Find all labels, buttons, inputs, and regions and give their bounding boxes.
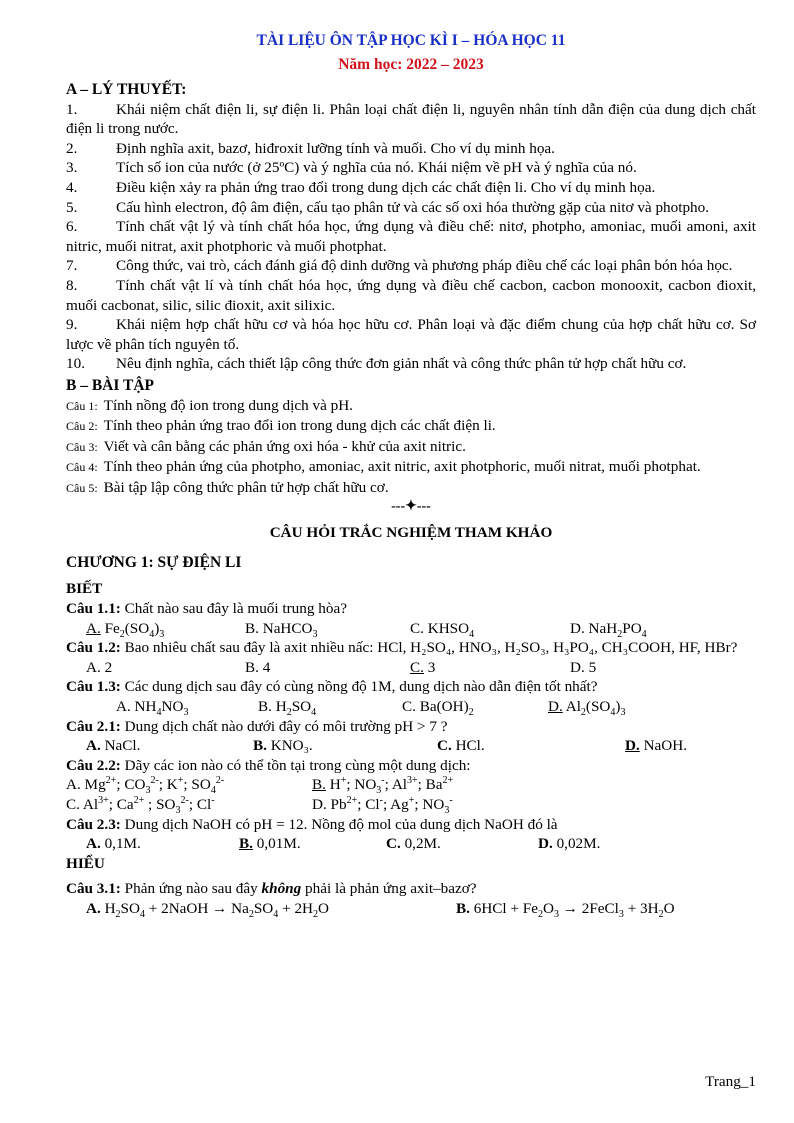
theory-item: 6. Tính chất vật lý và tính chất hóa học, ứng dụng và điều chế: nitơ, photpho, amoniac, muối amoni, axit nitric, muối nitrat, axit photphoric và muối photphat.: [66, 218, 756, 255]
option-d: D. 0,02M.: [538, 835, 601, 853]
theory-item: 5. Cấu hình electron, độ âm điện, cấu tạo phân tử và các số oxi hóa thường gặp của nitơ và photpho.: [66, 198, 710, 216]
option-a: A. 2: [86, 658, 113, 676]
theory-item: 10. Nêu định nghĩa, cách thiết lập công thức đơn giản nhất và công thức phân tử hợp chất hữu cơ.: [66, 355, 687, 373]
option-b: B. $6HCl + Fe_2O_3$ → 2FeCl$_3$ + $3H_2O$: [456, 899, 675, 920]
chapter-title: CHƯƠNG 1: SỰ ĐIỆN LI: [66, 554, 242, 572]
question-3-1-options: [66, 899, 756, 919]
question-2-1-options: [66, 736, 756, 756]
option-a: A. 0,1M.: [86, 835, 141, 853]
question-2-2: Câu 2.2: Dãy các ion nào có thể tồn tại trong cùng một dung dịch:: [66, 756, 471, 774]
question-2-1: Câu 2.1: Dung dịch chất nào dưới đây có môi trường pH > 7 ?: [66, 717, 448, 735]
question-3-1: Câu 3.1: Phản ứng nào sau đây không phải là phản ứng axit–bazơ?: [66, 880, 477, 898]
theory-item: 9. Khái niệm hợp chất hữu cơ và hóa học hữu cơ. Phân loại và đặc điểm chung của hợp chất hữu cơ. Sơ lược về phân tích nguyên tố.: [66, 316, 756, 353]
option-b: B. 0,01M.: [239, 835, 301, 853]
option-b: B. H+; $NO_3^-$; $Al^{3+}$; $Ba^{2+}$: [312, 775, 454, 797]
page-number: Trang_1: [705, 1073, 756, 1090]
option-b: B. $H_2SO_4$: [258, 698, 317, 719]
section-a-title: A – LÝ THUYẾT:: [66, 81, 187, 98]
option-b: B. NaHCO$_3$: [245, 619, 318, 640]
option-b: B. KNO₃.: [253, 737, 313, 755]
section-b-title: B – BÀI TẬP: [66, 376, 154, 394]
option-a: A. $Fe_2(SO_4)_3$: [86, 619, 165, 640]
exercise-item: Câu 3: Viết và cân bằng các phản ứng oxi hóa - khử của axit nitric.: [66, 437, 466, 455]
question-1-1: Câu 1.1: Chất nào sau đây là muối trung hòa?: [66, 600, 347, 618]
option-a: A. $H_2SO_4$ + 2NaOH → $Na_2SO_4 + 2H_2O$: [86, 899, 329, 920]
exercise-item: Câu 2: Tính theo phản ứng trao đổi ion trong dung dịch các chất điện li.: [66, 417, 496, 435]
question-2-2-options: [66, 775, 756, 817]
school-year: Năm học: 2022 – 2023: [338, 56, 484, 73]
question-2-3-options: [66, 834, 756, 854]
arrow-icon: →: [562, 899, 578, 917]
exercise-item: Câu 1: Tính nồng độ ion trong dung dịch và pH.: [66, 396, 353, 414]
option-b: B. 4: [245, 658, 271, 676]
theory-item: 4. Điều kiện xảy ra phản ứng trao đổi trong dung dịch các chất điện li. Cho ví dụ minh họa.: [66, 178, 656, 196]
arrow-icon: →: [212, 899, 228, 917]
theory-list: [66, 100, 756, 374]
exercise-item: Câu 4: Tính theo phản ứng của photpho, amoniac, axit nitric, axit photphoric, muối nitrat, muối photphat.: [66, 458, 701, 476]
theory-item: 3. Tích số ion của nước (ở 25ºC) và ý nghĩa của nó. Khái niệm về pH và ý nghĩa của nó.: [66, 159, 637, 177]
question-1-2: Câu 1.2: Bao nhiêu chất sau đây là axit nhiều nấc: HCl, H₂SO₄, HNO₃, H₂SO₃, H₃PO₄, CH₃COOH, HF, HBr?: [66, 639, 738, 657]
question-1-3-options: [66, 697, 756, 717]
option-d: D. NaOH.: [625, 737, 688, 755]
option-c: C. HCl.: [437, 737, 485, 755]
option-c: C. 3: [410, 658, 436, 676]
question-1-1-options: [66, 619, 756, 639]
option-d: D. $NaH_2PO_4$: [570, 619, 647, 640]
exercise-item: Câu 5: Bài tập lập công thức phân tử hợp chất hữu cơ.: [66, 478, 389, 496]
section-divider: ---✦---: [391, 499, 431, 515]
option-c: C. $Al^{3+}$; $Ca^{2+}$ ; $SO_3^{2-}$; Cl-: [66, 794, 215, 817]
option-a: A. $Mg^{2+}$; $CO_3^{2-}$; K+; $SO_4^{2-}$: [66, 775, 225, 797]
document-page: [66, 24, 756, 919]
question-2-3: Câu 2.3: Dung dịch NaOH có pH = 12. Nồng độ mol của dung dịch NaOH đó là: [66, 815, 558, 833]
document-title: TÀI LIỆU ÔN TẬP HỌC KÌ I – HÓA HỌC 11: [256, 32, 566, 49]
level-know: BIẾT: [66, 580, 103, 598]
theory-item: 8. Tính chất vật lí và tính chất hóa học, ứng dụng và điều chế cacbon, cacbon monooxit, cacbon đioxit, muối cacbonat, silic, silic đioxit, axit silixic.: [66, 276, 756, 314]
question-1-2-options: [66, 658, 756, 678]
option-a: A. NaCl.: [86, 737, 141, 755]
theory-item: 1. Khái niệm chất điện li, sự điện li. Phân loại chất điện li, nguyên nhân tính dẫn điện của dung dịch chất điện li trong nước.: [66, 100, 756, 138]
option-d: D. $Pb^{2+}$; Cl-; Ag+; $NO_3^-$: [312, 794, 453, 817]
exercise-list: [66, 396, 756, 499]
quiz-heading: CÂU HỎI TRẮC NGHIỆM THAM KHẢO: [269, 524, 553, 542]
option-a: A. $NH_4NO_3$: [116, 698, 189, 719]
theory-item: 2. Định nghĩa axit, bazơ, hiđroxit lưỡng tính và muối. Cho ví dụ minh họa.: [66, 139, 555, 157]
option-c: C. $Ba(OH)_2$: [402, 698, 474, 719]
option-c: C. $KHSO_4$: [410, 619, 475, 640]
option-d: D. 5: [570, 658, 597, 676]
level-understand: HIỂU: [66, 854, 105, 872]
option-d: D. $Al_2(SO_4)_3$: [548, 698, 626, 719]
theory-item: 7. Công thức, vai trò, cách đánh giá độ dinh dưỡng và phương pháp điều chế các loại phân bón hóa học.: [66, 257, 733, 275]
question-1-3: Câu 1.3: Các dung dịch sau đây có cùng nồng độ 1M, dung dịch nào dẫn điện tốt nhất?: [66, 678, 598, 696]
option-c: C. 0,2M.: [386, 835, 441, 853]
